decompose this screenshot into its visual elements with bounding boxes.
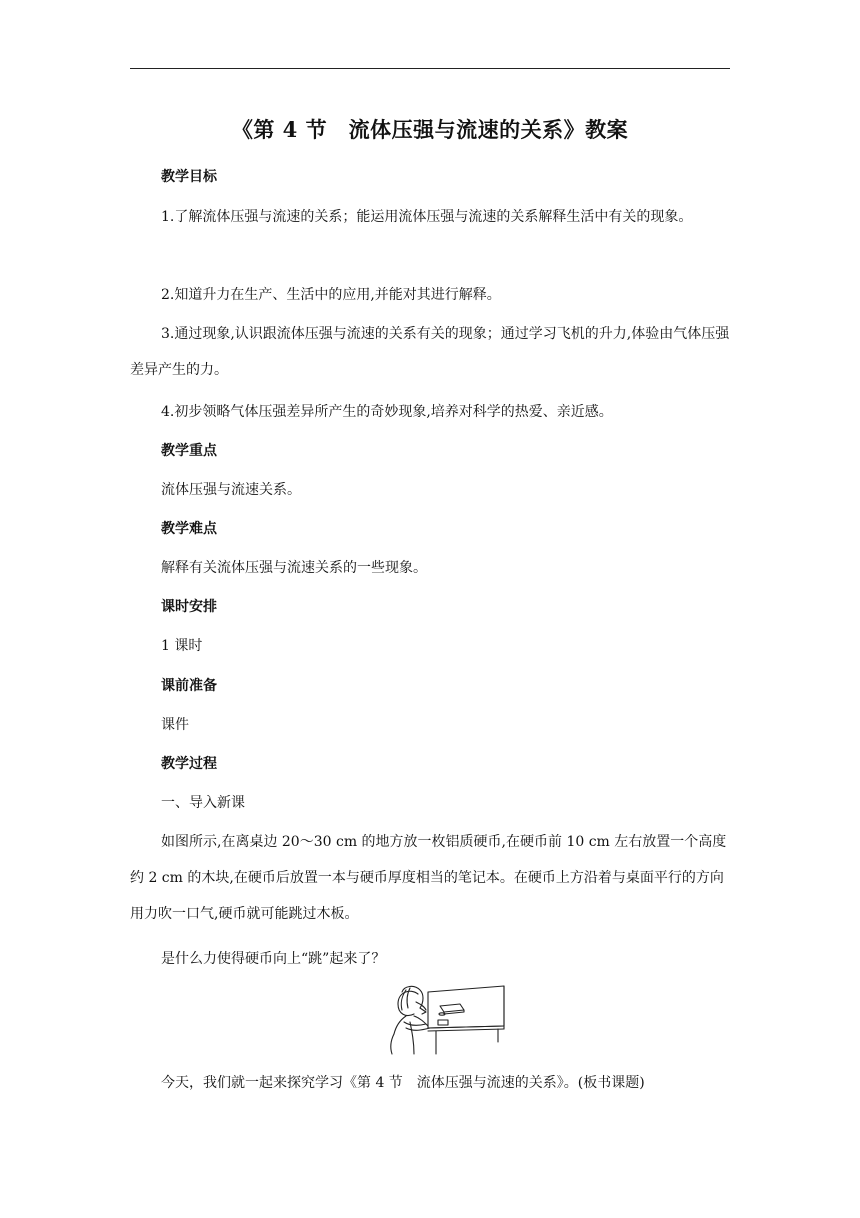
goal-3: [130, 316, 730, 388]
key-points-body: [130, 472, 730, 508]
difficulty-heading: 教学难点: [161, 521, 217, 537]
intro-heading: 一、导入新课: [161, 795, 245, 811]
intro-body: [130, 824, 730, 932]
preparation-heading: 课前准备: [161, 678, 217, 694]
intro-section: [130, 785, 730, 821]
question-text: 是什么力使得硬币向上“跳”起来了？: [161, 951, 386, 967]
question-body: [130, 941, 730, 977]
goal-2-text: 2.知道升力在生产、生活中的应用,并能对其进行解释。: [161, 287, 501, 303]
process-heading: 教学过程: [161, 756, 217, 772]
preparation-text: 课件: [161, 717, 189, 733]
goal-4: [130, 394, 730, 430]
goal-4-text: 4.初步领略气体压强差异所产生的奇妙现象,培养对科学的热爱、亲近感。: [161, 404, 613, 420]
goal-1-text: 1.了解流体压强与流速的关系；能运用流体压强与流速的关系解释生活中有关的现象。: [161, 209, 693, 225]
intro-paragraph: 如图所示,在离桌边 20～30 cm 的地方放一枚铝质硬币,在硬币前 10 cm 左右放置一个高度约 2 cm 的木块,在硬币后放置一本与硬币厚度相当的笔记本。在硬币上方沿着与桌面平行的方向用力吹一口气,硬币就可能跳过木板。: [130, 834, 727, 922]
process-section: [130, 746, 730, 782]
schedule-text: 1 课时: [161, 638, 203, 654]
key-points-text: 流体压强与流速关系。: [161, 482, 301, 498]
preparation-section: [130, 668, 730, 704]
goals-heading: 教学目标: [161, 169, 217, 185]
preparation-body: [130, 707, 730, 743]
goals-section: [130, 159, 730, 195]
key-points-heading: 教学重点: [161, 443, 217, 459]
difficulty-text: 解释有关流体压强与流速关系的一些现象。: [161, 560, 427, 576]
schedule-section: [130, 589, 730, 625]
difficulty-body: [130, 550, 730, 586]
difficulty-section: [130, 511, 730, 547]
key-points-section: [130, 433, 730, 469]
goal-2: [130, 277, 730, 313]
schedule-body: [130, 628, 730, 664]
coin-jump-illustration: [380, 982, 508, 1056]
schedule-heading: 课时安排: [161, 599, 217, 615]
closing-body: [130, 1065, 730, 1101]
closing-text: 今天，我们就一起来探究学习《第 4 节 流体压强与流速的关系》。(板书课题): [161, 1075, 645, 1091]
document-title: 《第 4 节 流体压强与流速的关系》教案: [231, 117, 629, 142]
goal-3-text: 3.通过现象,认识跟流体压强与流速的关系有关的现象；通过学习飞机的升力,体验由气体压强差异产生的力。: [130, 326, 730, 378]
goal-1: [130, 199, 730, 235]
header-rule: [130, 68, 730, 69]
